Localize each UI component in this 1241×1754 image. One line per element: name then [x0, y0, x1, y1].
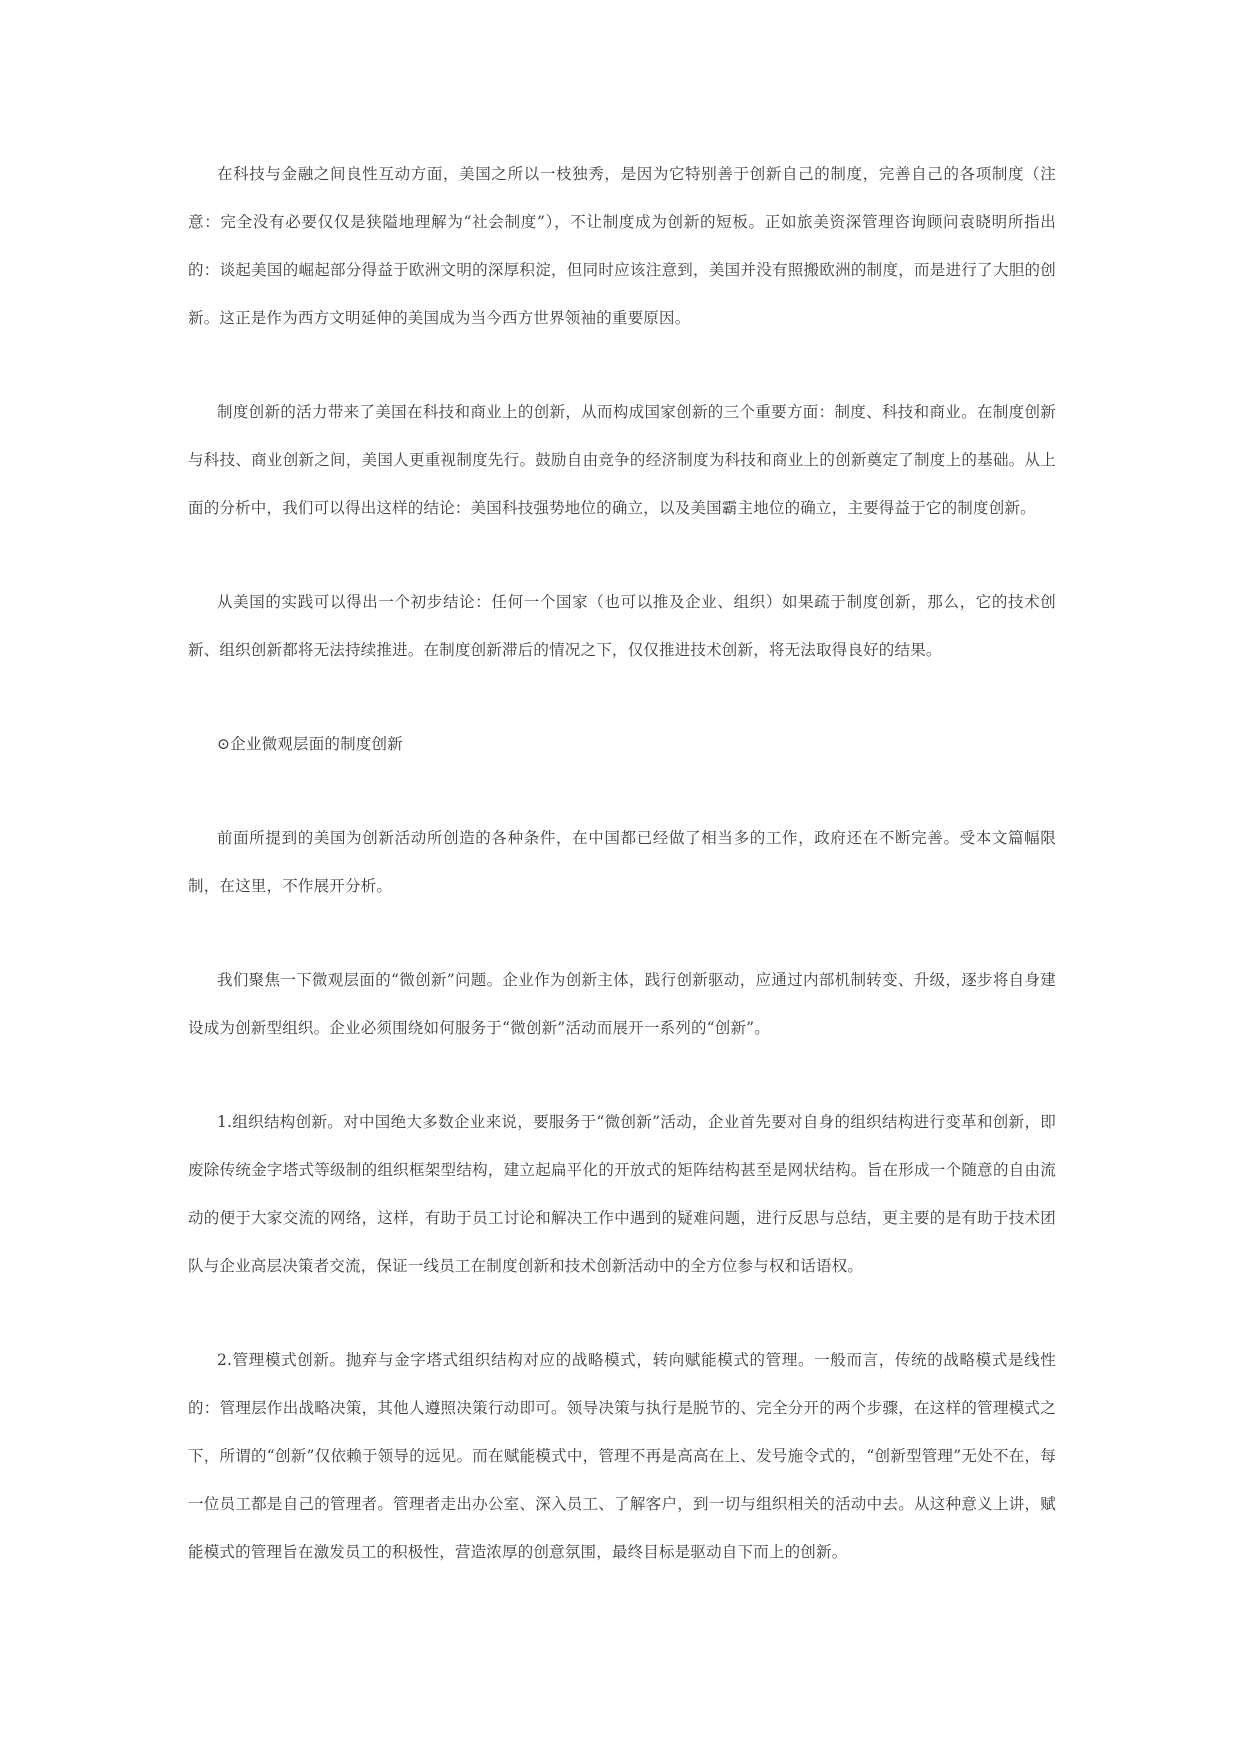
paragraph-org-structure-innovation: 1.组织结构创新。对中国绝大多数企业来说，要服务于“微创新”活动，企业首先要对自身的组织结构进行变革和创新，即废除传统金字塔式等级制的组织框架型结构，建立起扁平化的开放式的矩阵结构甚至是网状结构。旨在形成一个随意的自由流动的便于大家交流的网络，这样，有助于员工讨论和解决工作中遇到的疑难问题，进行反思与总结，更主要的是有助于技术团队与企业高层决策者交流，保证一线员工在制度创新和技术创新活动中的全方位参与权和话语权。: [188, 1113, 1056, 1275]
section-heading-micro-level: ⊙企业微观层面的制度创新: [217, 735, 403, 753]
paragraph-preliminary-conclusion: 从美国的实践可以得出一个初步结论：任何一个国家（也可以推及企业、组织）如果疏于制度创新，那么，它的技术创新、组织创新都将无法持续推进。在制度创新滞后的情况之下，仅仅推进技术创新，将无法取得良好的结果。: [188, 593, 1056, 659]
paragraph-china-conditions: 前面所提到的美国为创新活动所创造的各种条件，在中国都已经做了相当多的工作，政府还在不断完善。受本文篇幅限制，在这里，不作展开分析。: [188, 829, 1056, 895]
document-body: [188, 150, 1056, 1576]
paragraph-management-model-innovation: 2.管理模式创新。抛弃与金字塔式组织结构对应的战略模式，转向赋能模式的管理。一般而言，传统的战略模式是线性的：管理层作出战略决策，其他人遵照决策行动即可。领导决策与执行是脱节的、完全分开的两个步骤，在这样的管理模式之下，所谓的“创新”仅依赖于领导的远见。而在赋能模式中，管理不再是高高在上、发号施令式的，“创新型管理”无处不在，每一位员工都是自己的管理者。管理者走出办公室、深入员工、了解客户，到一切与组织相关的活动中去。从这种意义上讲，赋能模式的管理旨在激发员工的积极性，营造浓厚的创意氛围，最终目标是驱动自下而上的创新。: [188, 1351, 1056, 1561]
paragraph-us-institutional-innovation: 在科技与金融之间良性互动方面，美国之所以一枝独秀，是因为它特别善于创新自己的制度，完善自己的各项制度（注意：完全没有必要仅仅是狭隘地理解为“社会制度”），不让制度成为创新的短板。正如旅美资深管理咨询顾问袁晓明所指出的：谈起美国的崛起部分得益于欧洲文明的深厚积淀，但同时应该注意到，美国并没有照搬欧洲的制度，而是进行了大胆的创新。这正是作为西方文明延伸的美国成为当今西方世界领袖的重要原因。: [188, 165, 1056, 327]
paragraph-micro-innovation-focus: 我们聚焦一下微观层面的“微创新”问题。企业作为创新主体，践行创新驱动，应通过内部机制转变、升级，逐步将自身建设成为创新型组织。企业必须围绕如何服务于“微创新”活动而展开一系列的“创新”。: [188, 971, 1056, 1037]
paragraph-institutional-innovation-vitality: 制度创新的活力带来了美国在科技和商业上的创新，从而构成国家创新的三个重要方面：制度、科技和商业。在制度创新与科技、商业创新之间，美国人更重视制度先行。鼓励自由竞争的经济制度为科技和商业上的创新奠定了制度上的基础。从上面的分析中，我们可以得出这样的结论：美国科技强势地位的确立，以及美国霸主地位的确立，主要得益于它的制度创新。: [188, 403, 1056, 517]
